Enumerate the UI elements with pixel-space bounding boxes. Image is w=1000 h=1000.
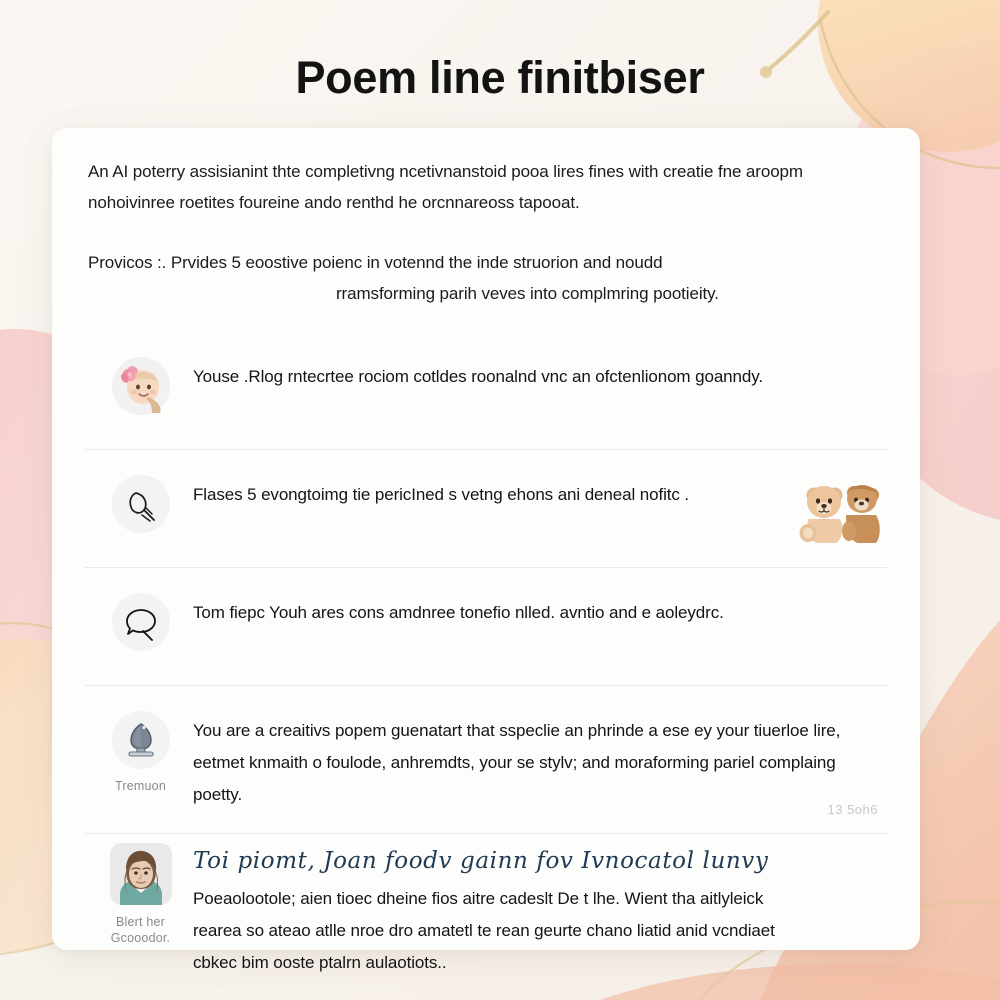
list-item[interactable] <box>52 331 920 449</box>
row-icon-column <box>88 449 193 542</box>
baby-face-icon <box>112 357 170 415</box>
avatar-caption-line-1: Blert her <box>115 915 166 929</box>
row-text: Youse .Rlog rntecrtee rociom cotldes roonalnd vnc an ofctenlionom goanndy. <box>193 367 764 386</box>
intro-block <box>52 128 920 309</box>
list-item[interactable] <box>52 567 920 685</box>
row-body <box>193 331 884 392</box>
intro-paragraph-1: An AI poterry assisianint thte completivng ncetivnanstoid pooa lires fines with creatie fne aroopm nohoivinree roetites foureine ando renthd he orcnnareoss tapooat. <box>88 162 803 212</box>
list-item[interactable] <box>52 449 920 567</box>
feature-row-list <box>52 331 920 983</box>
list-item[interactable] <box>52 833 920 983</box>
speech-bubble-icon <box>112 593 170 651</box>
row-body <box>193 567 884 628</box>
row-text: Flases 5 evongtoimg tie pericIned s vetng ehons ani deneal nofitc . <box>193 485 690 504</box>
woman-portrait-avatar <box>110 843 172 905</box>
quote-body <box>193 883 878 979</box>
avatar-caption <box>111 914 170 946</box>
quote-body-line-3: cbkec bim ooste ptalrn aulaotiots.. <box>193 953 447 972</box>
main-card <box>52 128 920 972</box>
row-body <box>193 449 788 510</box>
row-meta-label: 13 5oh6 <box>827 802 878 817</box>
intro-paragraph-2 <box>88 247 884 309</box>
row-body <box>193 685 884 811</box>
row-icon-column <box>88 833 193 946</box>
quote-body-line-2: rearea so ateao atlle nroe dro amatetl te rean geurte chano liatid anid vcndiaet <box>193 921 775 940</box>
row-text: Tom fiepc Youh ares cons amdnree tonefio nlled. avntio and e aoleydrc. <box>193 603 724 622</box>
pen-nib-icon <box>112 711 170 769</box>
row-icon-column <box>88 567 193 660</box>
row-body <box>193 833 884 979</box>
list-item[interactable] <box>52 685 920 833</box>
row-icon-column <box>88 685 193 794</box>
row-text: You are a creaitivs popem guenatart that sspeclie an phrinde a ese ey your tiuerloe lire, eetmet knmaith o foulode, anhremdts, your se stylv; and moraforming pariel complaing poetty. <box>193 721 841 804</box>
page-title: Poem line finitbiser <box>295 52 705 103</box>
row-icon-caption: Tremuon <box>115 779 166 793</box>
quote-heading: Toi piomt, Joan foodv gainn fov Ivnocatol lunvy <box>193 848 769 874</box>
quote-body-line-1: Poeaolootole; aien tioec dheine fios aitre cadeslt De t lhe. Wient tha aitlyleick <box>193 889 764 908</box>
avatar-caption-line-2: Gcooodor. <box>110 931 171 945</box>
quill-pen-icon <box>112 475 170 533</box>
intro-paragraph-2-indent: rramsforming parih veves into complmring pootieity. <box>336 284 719 303</box>
row-icon-column <box>88 331 193 424</box>
teddy-bears-image <box>788 449 884 545</box>
intro-paragraph-2-lead: Provicos :. Prvides 5 eoostive poienc in votennd the inde struorion and noudd <box>88 253 663 272</box>
